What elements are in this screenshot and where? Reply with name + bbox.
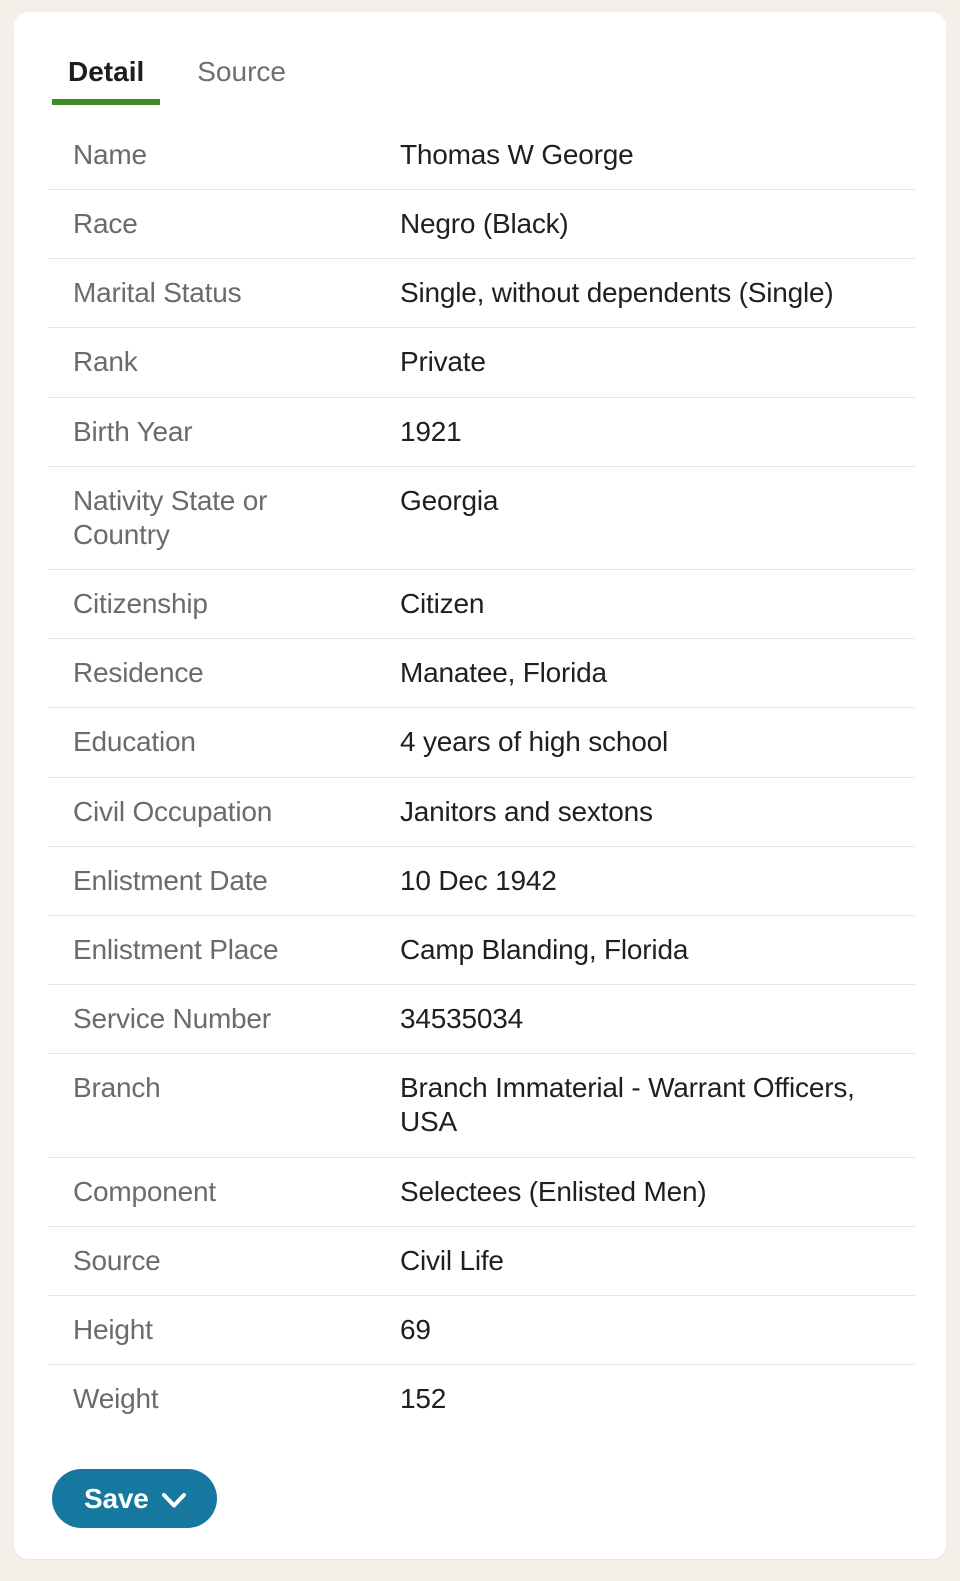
field-label: Source — [73, 1244, 161, 1276]
field-value: Citizen — [400, 588, 485, 620]
table-row — [48, 121, 915, 190]
field-value: Negro (Black) — [400, 208, 569, 240]
field-label: Race — [73, 208, 138, 240]
tab-detail[interactable]: Detail — [52, 55, 160, 105]
table-row — [48, 708, 915, 777]
table-row — [48, 398, 915, 467]
record-table — [48, 121, 915, 1433]
field-label: Branch — [73, 1072, 161, 1104]
field-value: 34535034 — [400, 1003, 523, 1035]
table-row — [48, 985, 915, 1054]
table-row — [48, 1054, 915, 1157]
table-row — [48, 328, 915, 397]
table-row — [48, 1158, 915, 1227]
field-label: Residence — [73, 657, 204, 689]
field-label: Enlistment Date — [73, 864, 268, 896]
table-row — [48, 1296, 915, 1365]
field-value: Selectees (Enlisted Men) — [400, 1175, 707, 1207]
field-label: Weight — [73, 1382, 159, 1414]
field-value: Branch Immaterial - Warrant Officers, USA — [400, 1072, 855, 1138]
field-value: 4 years of high school — [400, 726, 668, 758]
save-button-label: Save — [84, 1482, 149, 1514]
field-label: Height — [73, 1313, 153, 1345]
field-label: Birth Year — [73, 415, 193, 447]
field-value: Thomas W George — [400, 139, 634, 170]
table-row — [48, 1227, 915, 1296]
tab-bar — [52, 55, 915, 105]
table-row — [48, 916, 915, 985]
field-value: 69 — [400, 1313, 431, 1345]
chevron-down-icon — [161, 1489, 187, 1509]
field-value: Private — [400, 346, 486, 378]
save-button[interactable] — [52, 1469, 217, 1528]
table-row — [48, 570, 915, 639]
record-detail-card — [14, 12, 946, 1559]
field-label: Name — [73, 139, 147, 170]
field-value: Manatee, Florida — [400, 657, 607, 689]
table-row — [48, 259, 915, 328]
table-row — [48, 1365, 915, 1433]
tab-source[interactable]: Source — [181, 55, 302, 105]
field-value: Georgia — [400, 484, 499, 516]
field-label: Marital Status — [73, 277, 242, 309]
field-value: 152 — [400, 1382, 447, 1414]
field-label: Component — [73, 1175, 216, 1207]
field-value: 10 Dec 1942 — [400, 864, 557, 896]
table-row — [48, 639, 915, 708]
field-value: 1921 — [400, 415, 462, 447]
field-label: Rank — [73, 346, 138, 378]
field-label: Enlistment Place — [73, 933, 279, 965]
field-value: Civil Life — [400, 1244, 504, 1276]
field-value: Janitors and sextons — [400, 795, 653, 827]
field-label: Civil Occupation — [73, 795, 273, 827]
table-row — [48, 847, 915, 916]
table-row — [48, 467, 915, 570]
field-label: Citizenship — [73, 588, 208, 620]
field-value: Single, without dependents (Single) — [400, 277, 834, 309]
field-label: Nativity State or Country — [73, 484, 268, 550]
table-row — [48, 778, 915, 847]
field-label: Education — [73, 726, 196, 758]
table-row — [48, 190, 915, 259]
field-value: Camp Blanding, Florida — [400, 933, 689, 965]
field-label: Service Number — [73, 1003, 271, 1035]
